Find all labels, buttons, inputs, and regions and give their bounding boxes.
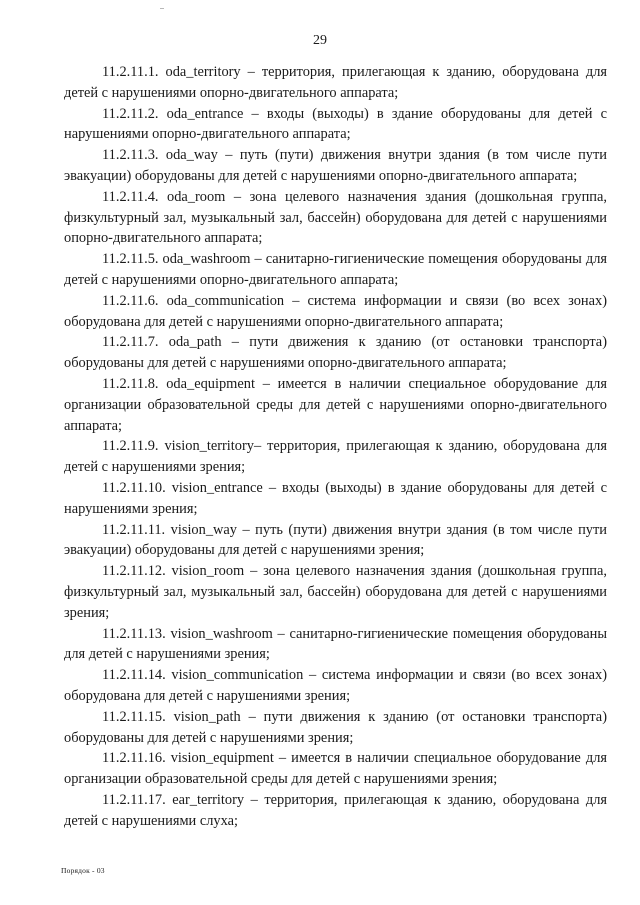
- scan-artifact: [160, 8, 164, 9]
- document-footer-code: Порядок - 03: [61, 866, 105, 875]
- paragraph-11-2-11-4: 11.2.11.4. oda_room – зона целевого назначения здания (дошкольная группа, физкультурный зал, музыкальный зал, бассейн) оборудована для детей с нарушениями опорно-двигательного аппарата;: [64, 188, 607, 247]
- paragraph-11-2-11-6: 11.2.11.6. oda_communication – система информации и связи (во всех зонах) оборудована для детей с нарушениями опорно-двигательного аппарата;: [64, 292, 607, 330]
- paragraph-11-2-11-14: 11.2.11.14. vision_communication – система информации и связи (во всех зонах) оборудована для детей с нарушениями зрения;: [64, 667, 607, 704]
- paragraph-11-2-11-15: 11.2.11.15. vision_path – пути движения к зданию (от остановки транспорта) оборудованы для детей с нарушениями зрения;: [64, 708, 607, 746]
- paragraph-11-2-11-16: 11.2.11.16. vision_equipment – имеется в наличии специальное оборудование для организации образовательной среды для детей с нарушениями зрения;: [64, 750, 607, 788]
- paragraph-11-2-11-5: 11.2.11.5. oda_washroom – санитарно-гигиенические помещения оборудованы для детей с нарушениями опорно-двигательного аппарата;: [64, 251, 607, 288]
- paragraph-11-2-11-7: 11.2.11.7. oda_path – пути движения к зданию (от остановки транспорта) оборудованы для детей с нарушениями опорно-двигательного аппарата;: [64, 334, 607, 372]
- paragraph-11-2-11-2: 11.2.11.2. oda_entrance – входы (выходы) в здание оборудованы для детей с нарушениями опорно-двигательного аппарата;: [64, 105, 607, 143]
- paragraph-11-2-11-12: 11.2.11.12. vision_room – зона целевого назначения здания (дошкольная группа, физкультурный зал, музыкальный зал, бассейн) оборудована для детей с нарушениями зрения;: [64, 563, 607, 621]
- paragraph-11-2-11-3: 11.2.11.3. oda_way – путь (пути) движения внутри здания (в том числе пути эвакуации) оборудованы для детей с нарушениями опорно-двигательного аппарата;: [64, 147, 607, 184]
- paragraph-11-2-11-9: 11.2.11.9. vision_territory– территория, прилегающая к зданию, оборудована для детей с нарушениями зрения;: [64, 438, 607, 476]
- paragraph-11-2-11-11: 11.2.11.11. vision_way – путь (пути) движения внутри здания (в том числе пути эвакуации) оборудованы для детей с нарушениями зрения;: [64, 521, 607, 559]
- document-body: [64, 62, 607, 831]
- page-number: 29: [313, 33, 327, 48]
- paragraph-11-2-11-1: 11.2.11.1. oda_territory – территория, прилегающая к зданию, оборудована для детей с нарушениями опорно-двигательного аппарата;: [64, 64, 607, 101]
- paragraph-11-2-11-13: 11.2.11.13. vision_washroom – санитарно-гигиенические помещения оборудованы для детей с нарушениями зрения;: [64, 625, 607, 663]
- paragraph-11-2-11-17: 11.2.11.17. ear_territory – территория, прилегающая к зданию, оборудована для детей с нарушениями слуха;: [64, 791, 607, 829]
- paragraph-11-2-11-10: 11.2.11.10. vision_entrance – входы (выходы) в здание оборудованы для детей с нарушениями зрения;: [64, 479, 607, 517]
- paragraph-11-2-11-8: 11.2.11.8. oda_equipment – имеется в наличии специальное оборудование для организации образовательной среды для детей с нарушениями опорно-двигательного аппарата;: [64, 375, 607, 434]
